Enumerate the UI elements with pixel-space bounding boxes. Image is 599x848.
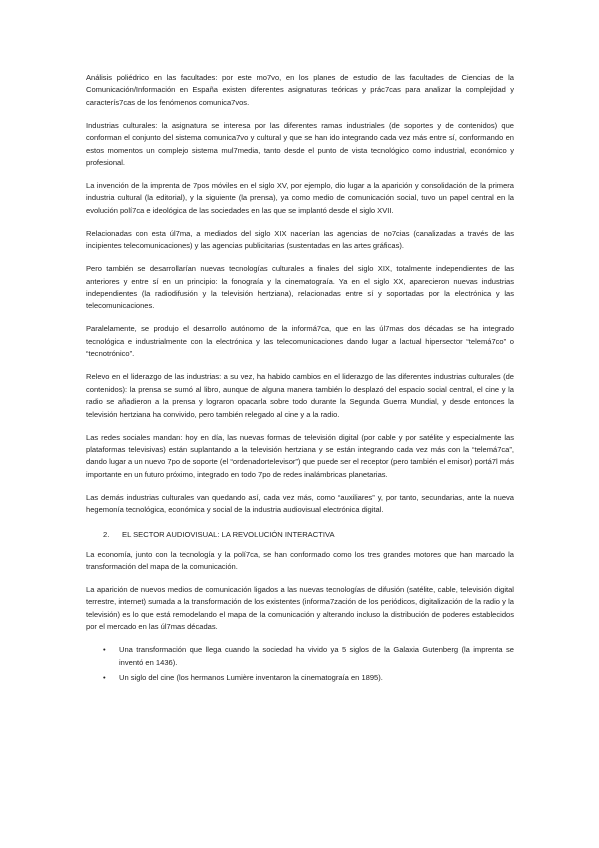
paragraph: Industrias culturales: la asignatura se interesa por las diferentes ramas industriales (de soportes y de contenidos) que conforman el conjunto del sistema comunica7vo y cultural y que se han ido integrando cada vez más entre sí, conformando en estos momentos un complejo sistema mul7media, tanto desde el punto de vista tecnológico como industrial, económico y profesional. [86,120,514,168]
list-item [86,644,514,669]
bullet-icon: • [103,673,106,683]
paragraph: La economía, junto con la tecnología y la polí7ca, se han conformado como los tres grandes motores que han marcado la transformación del mapa de la comunicación. [86,549,514,571]
section-number: 2. [103,529,110,539]
bullet-list [86,644,514,685]
paragraph: La aparición de nuevos medios de comunicación ligados a las nuevas tecnologías de difusión (satélite, cable, televisión digital terrestre, internet) sumada a la transformación de los existentes (informa7zación de los periódicos, digitalización de la radio y la televisión) es lo que está remodelando el mapa de la comunicación y alterando incluso la distribución de poderes establecidos por el mercado en las úl7mas décadas. [86,584,514,632]
paragraph: Análisis poliédrico en las facultades: por este mo7vo, en los planes de estudio de las facultades de Ciencias de la Comunicación/Información en España existen diferentes asignaturas teóricas y prác7cas para analizar la complejidad y caracterís7cas de los fenómenos comunica7vos. [86,73,514,107]
paragraph: Relacionadas con esta úl7ma, a mediados del siglo XIX nacerían las agencias de no7cias (canalizadas a través de las incipientes telecomunicaciones) y las agencias publicitarias (sustentadas en las artes gráficas). [86,228,514,251]
paragraph: Las demás industrias culturales van quedando así, cada vez más, como “auxiliares” y, por tanto, secundarias, ante la nueva hegemonía tecnológica, económica y social de la industria audiovisual electrónica digital. [86,492,514,515]
list-item-text: Un siglo del cine (los hermanos Lumière inventaron la cinematograía en 1895). [119,673,383,683]
paragraph: Pero también se desarrollarían nuevas tecnologías culturales a finales del siglo XIX, totalmente independientes de las anteriores y entre sí en un principio: la fonograía y la cinematograía. Ya en el siglo XX, aparecieron nuevas industrias independientes (la radiodifusión y la televisión hertziana), relacionadas entre sí y soportadas por la electrónica y las telecomunicaciones. [86,264,514,311]
paragraph: Relevo en el liderazgo de las industrias: a su vez, ha habido cambios en el liderazgo de las diferentes industrias culturales (de contenidos): la prensa se sumó al libro, aunque de alguna manera también lo desplazó del espacio social central, el cine y la radio se añadieron a la prensa y lograron opacarla sobre todo durante la Segunda Guerra Mundial, y desde entonces la televisión hertziana ha convivido, pero también relegado al cine y a la radio. [86,372,514,419]
bullet-icon: • [103,645,106,655]
document-body [86,72,514,688]
list-item [86,672,514,684]
section-title: EL SECTOR AUDIOVISUAL: LA REVOLUCIÓN INTERACTIVA [122,529,335,539]
list-item-text: Una transformación que llega cuando la sociedad ha vivido ya 5 siglos de la Galaxia Gutenberg (la imprenta se inventó en 1436). [119,645,514,667]
paragraph: Paralelamente, se produjo el desarrollo autónomo de la informá7ca, que en las úl7mas dos décadas se ha integrado tecnológica e industrialmente con la electrónica y las telecomunicaciones dando lugar a lactual hipersector “telemá7co” o “tecnotrónico”. [86,324,514,359]
paragraph: La invención de la imprenta de 7pos móviles en el siglo XV, por ejemplo, dio lugar a la aparición y consolidación de la primera industria cultural (la editorial), y la siguiente (la prensa), ya como medio de comunicación social, tuvo un papel central en la evolución polí7ca e ideológica de las sociedades en las que se implantó desde el siglo XVII. [86,181,514,215]
paragraph: Las redes sociales mandan: hoy en día, las nuevas formas de televisión digital (por cable y por satélite y especialmente las plataformas televisivas) están suplantando a la televisión hertziana y se están integrando cada vez más con la “telemá7ca”, dando lugar a un nuevo 7po de soporte (el “ordenadortelevisor”) que puede ser el receptor (pero también el emisor) portá7l más importante en un futuro próximo, integrado en todo 7po de redes inalámbricas planetarias. [86,432,514,479]
section-heading [103,529,514,541]
